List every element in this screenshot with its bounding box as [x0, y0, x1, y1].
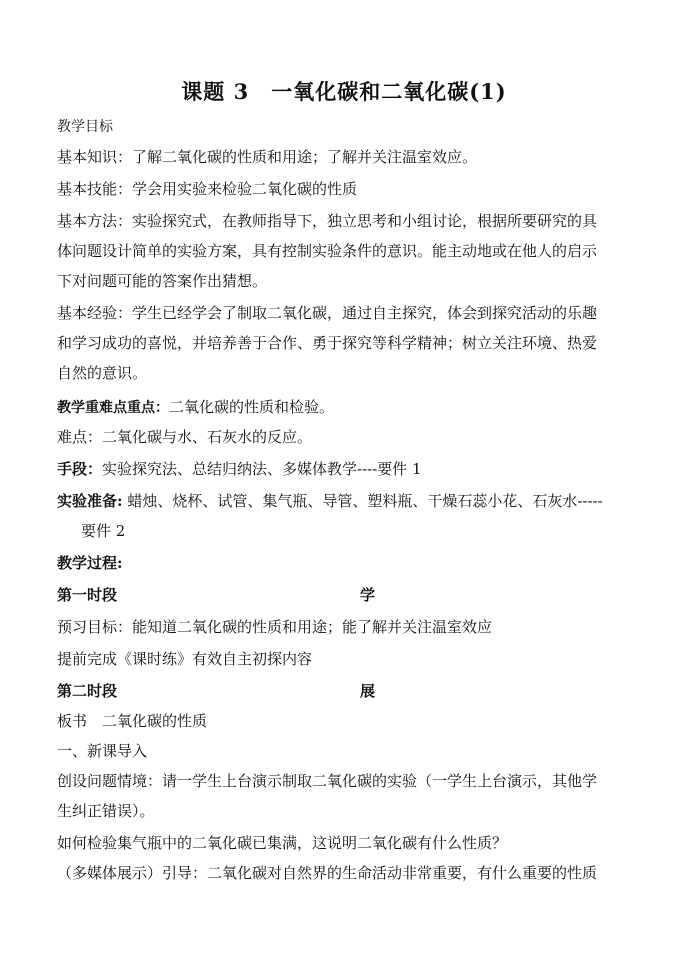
key-points-text: 二氧化碳的性质和检验。 — [169, 398, 335, 416]
means-label: 手段： — [57, 460, 103, 478]
preview-task-line: 提前完成《课时练》有效自主初探内容 — [57, 650, 313, 668]
preview-goal-line: 预习目标：能知道二氧化碳的性质和用途；能了解并关注温室效应 — [57, 618, 493, 636]
page-title: 课题 3 一氧化碳和二氧化碳(1) — [181, 79, 507, 104]
period1-label: 第一时段 — [57, 586, 118, 604]
process-heading: 教学过程: — [57, 554, 123, 572]
prep-continuation: 要件 2 — [81, 522, 126, 540]
method-line-2: 体问题设计简单的实验方案，具有控制实验条件的意识。能主动地或在他人的启示 — [57, 242, 598, 260]
experience-line-2: 和学习成功的喜悦，并培养善于合作、勇于探究等科学精神；树立关注环境、热爱 — [57, 334, 598, 352]
prep-label: 实验准备: — [57, 492, 123, 510]
means-text: 实验探究法、总结归纳法、多媒体教学----要件 1 — [102, 460, 422, 478]
period2-tag: 展 — [360, 682, 376, 700]
means-line — [57, 460, 637, 478]
prep-text: 蜡烛、烧杯、试管、集气瓶、导管、塑料瓶、干燥石蕊小花、石灰水----- — [122, 492, 603, 510]
experience-line-3: 自然的意识。 — [57, 364, 148, 382]
board-line: 板书 二氧化碳的性质 — [57, 712, 208, 730]
key-points-line — [57, 398, 637, 417]
period2-label: 第二时段 — [57, 682, 118, 700]
intro-line: 一、新课导入 — [57, 742, 148, 760]
difficulty-line: 难点：二氧化碳与水、石灰水的反应。 — [57, 428, 313, 446]
scenario-line-1: 创设问题情境：请一学生上台演示制取二氧化碳的实验（一学生上台演示，其他学 — [57, 772, 598, 790]
period1-tag: 学 — [360, 586, 376, 604]
experience-line-1: 基本经验：学生已经学会了制取二氧化碳，通过自主探究，体会到探究活动的乐趣 — [57, 304, 598, 322]
period2-row — [57, 682, 637, 700]
method-line-1: 基本方法：实验探究式，在教师指导下，独立思考和小组讨论，根据所要研究的具 — [57, 212, 598, 230]
goals-heading: 教学目标 — [57, 119, 113, 135]
skill-line: 基本技能：学会用实验来检验二氧化碳的性质 — [57, 180, 358, 198]
key-points-label: 教学重难点重点： — [57, 400, 169, 416]
scenario-line-2: 生纠正错误）。 — [57, 802, 155, 820]
guide-line: （多媒体展示）引导：二氧化碳对自然界的生命活动非常重要，有什么重要的性质 — [57, 864, 598, 882]
method-line-3: 下对问题可能的答案作出猜想。 — [57, 272, 268, 290]
question-line: 如何检验集气瓶中的二氧化碳已集满，这说明二氧化碳有什么性质？ — [57, 834, 508, 852]
period1-row — [57, 586, 637, 604]
prep-line — [57, 492, 637, 510]
knowledge-line: 基本知识：了解二氧化碳的性质和用途；了解并关注温室效应。 — [57, 148, 478, 166]
